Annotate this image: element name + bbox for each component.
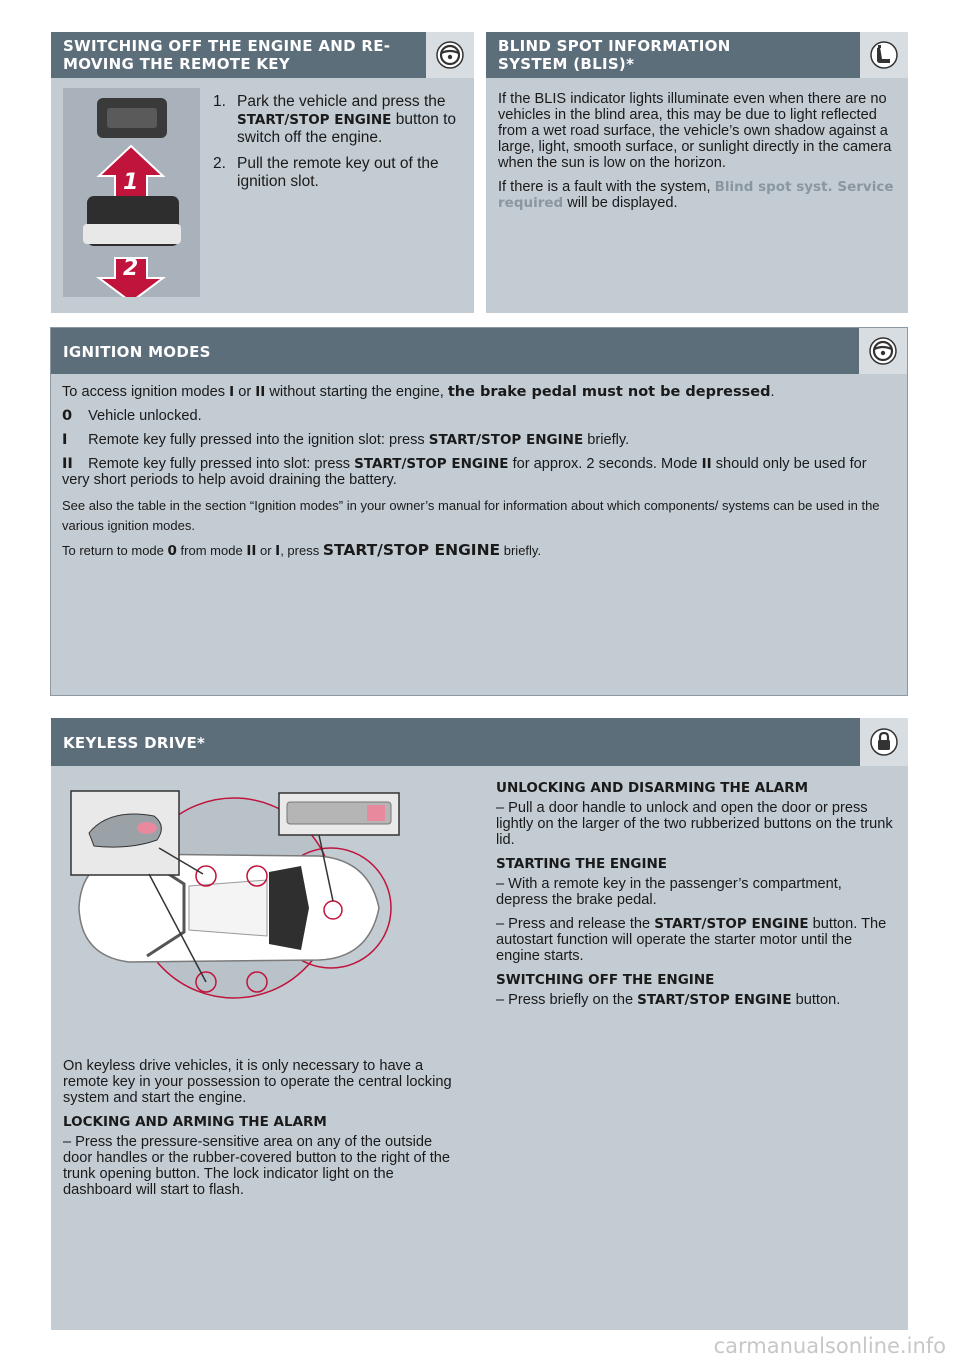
- switching-panel: [51, 32, 474, 313]
- ignition-intro-warning: the brake pedal must not be depressed: [447, 384, 771, 400]
- step-1-key: START/STOP ENGINE: [237, 112, 392, 128]
- mode-0-text: Vehicle unlocked.: [88, 408, 202, 424]
- off-text-a: – Press briefly on the: [496, 992, 634, 1008]
- blis-header: [486, 32, 908, 78]
- blis-paragraph-2-b: will be displayed.: [567, 195, 678, 211]
- ignition-return-c: , press: [280, 543, 320, 558]
- mode-1-text-a: Remote key fully pressed into the ignition slot: press: [88, 432, 425, 448]
- keyless-header: [51, 718, 908, 766]
- mode-2-row: [62, 456, 892, 488]
- keyless-left-text: [63, 1058, 463, 1206]
- ignition-return-mode-2: II: [246, 543, 257, 559]
- switching-header: [51, 32, 474, 78]
- ignition-return-key: START/STOP ENGINE: [322, 541, 501, 559]
- step-2: [213, 155, 459, 191]
- step-2-text: Pull the remote key out of the ignition slot.: [237, 155, 439, 190]
- ignition-header: [51, 328, 907, 374]
- padlock-icon: [860, 718, 908, 766]
- start-text-2-a: – Press and release the: [496, 916, 651, 932]
- switching-title-line1: SWITCHING OFF THE ENGINE AND RE-: [63, 37, 391, 55]
- start-text-2: [496, 916, 896, 964]
- ignition-return-d: briefly.: [503, 543, 542, 558]
- ignition-intro-end: .: [770, 384, 775, 400]
- key-removal-illustration: [63, 88, 200, 297]
- off-heading: SWITCHING OFF THE ENGINE: [496, 972, 715, 988]
- step-2-number: 2.: [213, 155, 226, 172]
- mode-2-text-a: Remote key fully pressed into slot: press: [88, 456, 351, 472]
- step-1-text-b: button to switch off the engine.: [237, 111, 457, 146]
- ignition-see-also: See also the table in the section “Ignition modes” in your owner’s manual for information about which components/ systems can be used in the various ignition modes.: [62, 498, 880, 533]
- step-number-1-label: 1: [123, 170, 139, 195]
- seat-icon: [860, 32, 908, 78]
- blis-paragraph-2-a: If there is a fault with the system,: [498, 179, 711, 195]
- off-text: [496, 992, 896, 1008]
- lock-heading: LOCKING AND ARMING THE ALARM: [63, 1114, 327, 1130]
- ignition-return-b: from mode: [180, 543, 243, 558]
- blis-title-line1: BLIND SPOT INFORMATION: [498, 37, 731, 55]
- blis-paragraph-2: [498, 179, 900, 211]
- off-text-b: button.: [795, 992, 841, 1008]
- blis-fault-message: Blind spot syst. Service required: [498, 179, 894, 211]
- switching-title: [63, 37, 390, 73]
- ignition-intro-or: or: [238, 384, 252, 400]
- step-1: [213, 93, 459, 147]
- mode-2-mode: II: [701, 456, 712, 472]
- step-1-text-a: Park the vehicle and press the: [237, 93, 446, 110]
- steering-wheel-icon: [426, 32, 474, 78]
- mode-1-key: START/STOP ENGINE: [428, 432, 584, 448]
- mode-2-text-c: should only be used for very short periods to help avoid draining the battery.: [62, 456, 867, 488]
- keyless-title: KEYLESS DRIVE*: [63, 734, 206, 752]
- step-1-number: 1.: [213, 93, 226, 110]
- ignition-text: [62, 384, 892, 569]
- keyless-panel: [51, 718, 908, 1330]
- ignition-intro: [62, 384, 892, 400]
- lock-text: – Press the pressure-sensitive area on any of the outside door handles or the rubber-covered button to the right of the trunk opening button. The lock indicator light on the dashboard will start to flash.: [63, 1134, 450, 1198]
- mode-1-text-b: briefly.: [587, 432, 630, 448]
- mode-1-row: [62, 432, 892, 448]
- mode-2-text-b: for approx. 2 seconds. Mode: [512, 456, 698, 472]
- keyless-right-text: [496, 780, 896, 1016]
- ignition-intro-a: To access ignition modes: [62, 384, 226, 400]
- blis-title: [498, 37, 731, 73]
- blis-panel: [486, 32, 908, 313]
- ignition-intro-mode-1: I: [229, 384, 235, 400]
- start-text-2-b: button. The autostart function will operate the starter motor until the engine starts.: [496, 916, 887, 964]
- mode-2-number: II: [62, 455, 73, 472]
- ignition-intro-b: without starting the engine,: [269, 384, 444, 400]
- step-number-2-label: 2: [123, 256, 139, 281]
- ignition-return-a: To return to mode: [62, 543, 164, 558]
- ignition-return-or: or: [259, 543, 272, 558]
- steering-wheel-icon: [859, 328, 907, 374]
- mode-2-key: START/STOP ENGINE: [354, 456, 509, 472]
- switching-title-line2: MOVING THE REMOTE KEY: [63, 55, 291, 73]
- start-text-2-key: START/STOP ENGINE: [654, 916, 809, 932]
- watermark: carmanualsonline.info: [713, 1334, 946, 1358]
- mode-1-number: I: [62, 431, 68, 448]
- ignition-title: IGNITION MODES: [63, 343, 211, 361]
- start-text-1: – With a remote key in the passenger’s compartment, depress the brake pedal.: [496, 876, 842, 908]
- blis-text: [498, 91, 900, 219]
- switching-steps: [213, 93, 459, 191]
- ignition-intro-mode-2: II: [255, 384, 266, 400]
- mode-0-number: 0: [62, 407, 73, 424]
- step-1-text: [237, 93, 459, 147]
- unlock-heading: UNLOCKING AND DISARMING THE ALARM: [496, 780, 809, 796]
- ignition-panel: [50, 327, 908, 696]
- start-heading: STARTING THE ENGINE: [496, 856, 668, 872]
- ignition-return-mode-0: 0: [167, 543, 177, 559]
- mode-0-row: [62, 408, 892, 424]
- blis-paragraph-1: If the BLIS indicator lights illuminate even when there are no vehicles in the blind area, this may be due to light reflected from a wet road surface, the vehicle’s own shadow against a large, light, smooth surface, or sunlight directly in the camera when the sun is low on the horizon.: [498, 91, 892, 171]
- unlock-text: – Pull a door handle to unlock and open the door or press lightly on the larger of the two rubberized buttons on the trunk lid.: [496, 800, 893, 848]
- keyless-car-illustration: [69, 788, 459, 1048]
- ignition-return-mode-1: I: [275, 543, 281, 559]
- ignition-return: [62, 540, 892, 561]
- off-text-key: START/STOP ENGINE: [637, 992, 792, 1008]
- keyless-intro: On keyless drive vehicles, it is only necessary to have a remote key in your possession to operate the central locking system and start the engine.: [63, 1058, 452, 1106]
- blis-title-line2: SYSTEM (BLIS)*: [498, 55, 635, 73]
